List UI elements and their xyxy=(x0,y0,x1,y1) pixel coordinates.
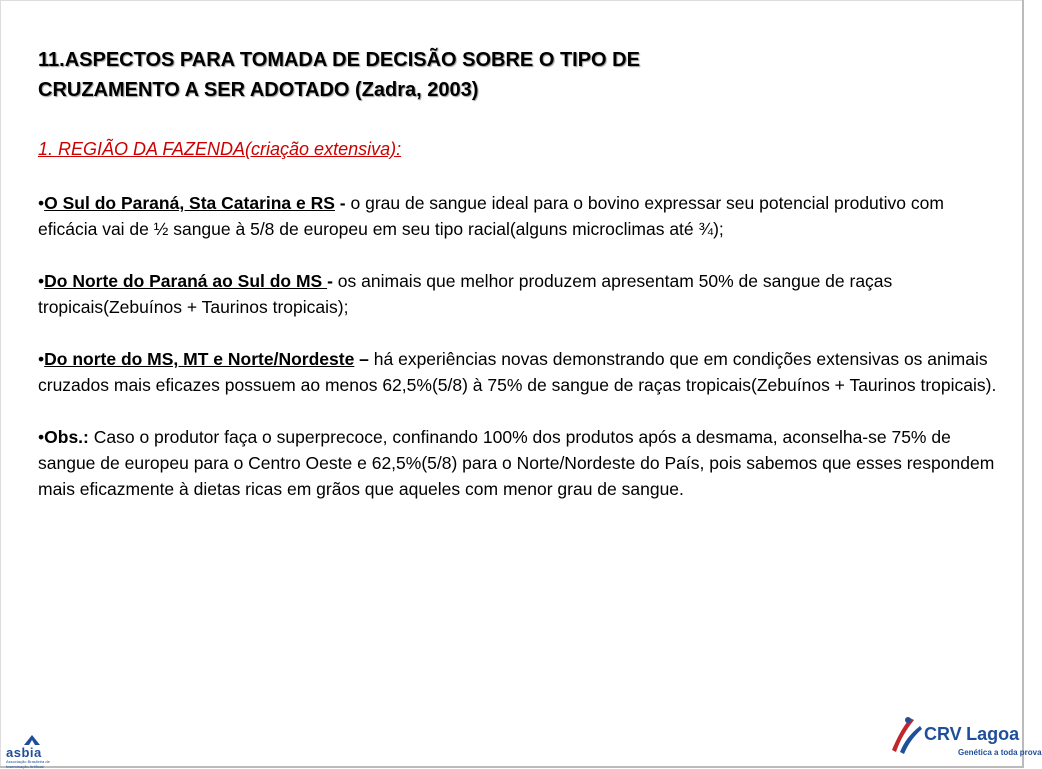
bullet-item-norte-ms xyxy=(38,346,998,398)
bullet-separator: – xyxy=(354,349,374,369)
bullet-item-obs xyxy=(38,424,998,502)
bullet-list xyxy=(38,190,998,528)
bullet-marker: • xyxy=(38,193,45,213)
crv-brand: CRV xyxy=(924,724,962,744)
crv-swoosh-icon xyxy=(888,714,924,754)
section-heading-text: 1. REGIÃO DA FAZENDA(criação extensiva): xyxy=(38,139,402,159)
title-line-1: 11.ASPECTOS PARA TOMADA DE DECISÃO SOBRE O TIPO DE xyxy=(38,49,640,71)
asbia-logo-tagline: Associação Brasileira de Inseminação Artificial xyxy=(6,759,50,769)
bullet-item-sul xyxy=(38,190,998,242)
bullet-text: os animais que melhor produzem apresentam 50% de sangue de raças tropicais(Zebuínos + Taurinos tropicais); xyxy=(38,271,893,317)
bullet-lead: Do Norte do Paraná ao Sul do MS xyxy=(44,271,328,291)
bullet-marker: • xyxy=(38,271,45,291)
bullet-item-norte-parana xyxy=(38,268,998,320)
crv-lagoa-wordmark xyxy=(924,724,1019,745)
bullet-text: há experiências novas demonstrando que em condições extensivas os animais cruzados mais eficazes possuem ao menos 62,5%(5/8) à 75% de sangue de raças tropicais(Zebuínos + Taurinos tropicais). xyxy=(38,349,997,395)
crv-lagoa-tagline: Genética a toda prova xyxy=(958,748,1042,757)
bullet-marker: • xyxy=(38,349,45,369)
title-line-2: CRUZAMENTO A SER ADOTADO (Zadra, 2003) xyxy=(38,79,479,101)
bullet-lead: O Sul do Paraná, Sta Catarina e RS xyxy=(44,193,335,213)
asbia-logo-word: asbia xyxy=(6,745,42,760)
section-heading xyxy=(38,137,401,161)
slide-title xyxy=(38,45,988,105)
bullet-text: o grau de sangue ideal para o bovino expressar seu potencial produtivo com eficácia vai de ½ sangue à 5/8 de europeu em seu tipo racial(alguns microclimas até ¾); xyxy=(38,193,944,239)
bullet-lead: Do norte do MS, MT e Norte/Nordeste xyxy=(44,349,355,369)
bullet-marker: • xyxy=(38,427,45,447)
bullet-separator: - xyxy=(327,271,338,291)
bullet-text: Caso o produtor faça o superprecoce, confinando 100% dos produtos após a desmama, aconselha-se 75% de sangue de europeu para o Centro Oeste e 62,5%(5/8) para o Norte/Nordeste do País, pois sabemos que esses respondem mais eficazmente à dietas ricas em grãos que aqueles com menor grau de sangue. xyxy=(38,427,995,499)
bullet-lead: Obs.: xyxy=(44,427,89,447)
asbia-logo xyxy=(6,734,56,769)
bullet-separator: - xyxy=(334,193,351,213)
crv-lagoa-logo xyxy=(888,712,1042,764)
lagoa-name: Lagoa xyxy=(966,724,1020,744)
